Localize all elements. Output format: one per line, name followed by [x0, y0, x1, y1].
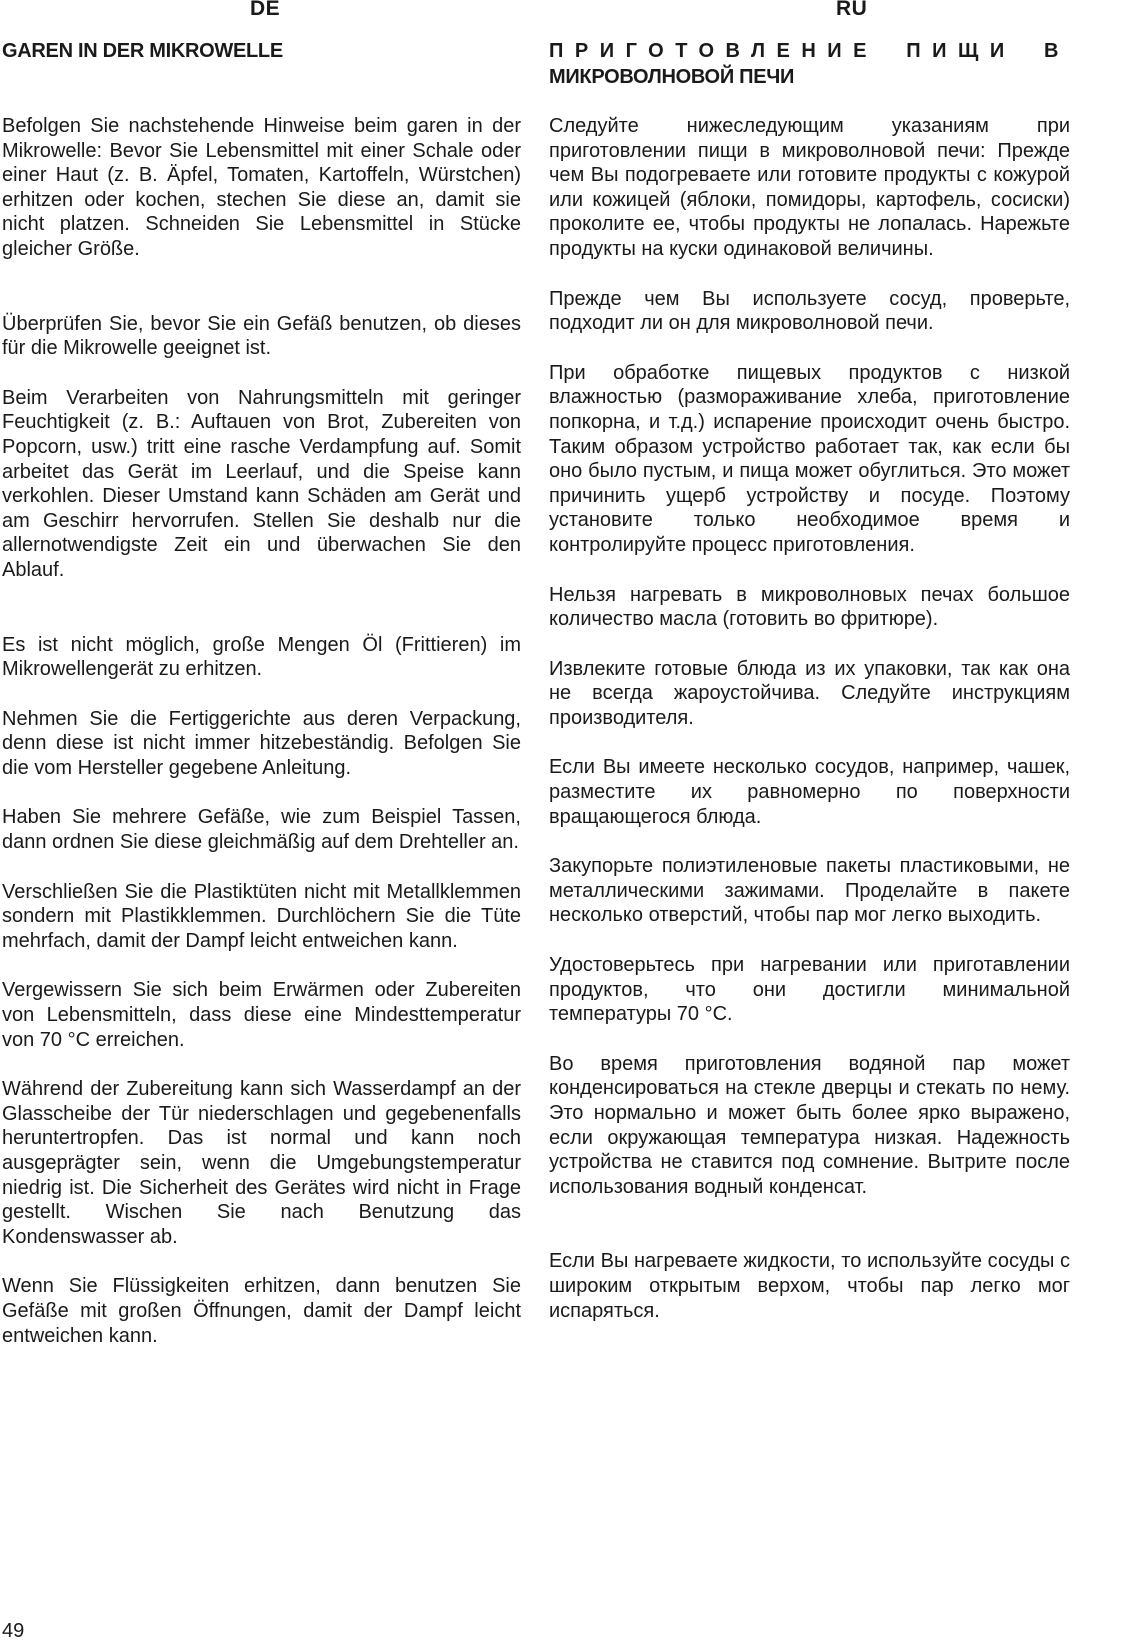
paragraph-de-5: Nehmen Sie die Fertiggerichte aus deren Verpackung, denn diese ist nicht immer hitzebeständig. Befolgen Sie die vom Hersteller gegebene Anleitung.: [2, 707, 521, 779]
paragraph-de-8: Vergewissern Sie sich beim Erwärmen oder Zubereiten von Lebensmitteln, dass diese eine Mindesttemperatur von 70 °C erreichen.: [2, 979, 521, 1051]
section-title-ru: [549, 38, 1070, 90]
paragraph-ru-2: Прежде чем Вы используете сосуд, проверьте, подходит ли он для микроволновой печи.: [549, 287, 1070, 335]
section-title-ru-line2: МИКРОВОЛНОВОЙ ПЕЧИ: [549, 66, 795, 88]
paragraph-ru-1: Следуйте нижеследующим указаниям при приготовлении пищи в микроволновой печи: Прежде чем Вы подогреваете или готовите продукты с кожурой или кожицей (яблоки, помидоры, картофель, сосиски) проколите ее, чтобы продукты не лопалась. Нарежьте продукты на куски одинаковой величины.: [549, 115, 1070, 260]
paragraph-de-3: Beim Verarbeiten von Nahrungsmitteln mit geringer Feuchtigkeit (z. B.: Auftauen von Brot, Zubereiten von Popcorn, usw.) tritt eine rasche Verdampfung auf. Somit arbeitet das Gerät im Leerlauf, und die Speise kann verkohlen. Dieser Umstand kann Schäden am Gerät und am Geschirr hervorrufen. Stellen Sie deshalb nur die allernotwendigste Zeit ein und überwachen Sie den Ablauf.: [2, 386, 521, 581]
paragraph-ru-4: Нельзя нагревать в микроволновых печах большое количество масла (готовить во фритюре).: [549, 583, 1070, 631]
paragraph-ru-3: При обработке пищевых продуктов с низкой влажностью (размораживание хлеба, приготовление попкорна, и т.д.) испарение происходит очень быстро. Таким образом устройство работает так, как если бы оно было пустым, и пища может обуглиться. Это может причинить ущерб устройству и посуде. Поэтому установите только необходимое время и контролируйте процесс приготовления.: [549, 361, 1070, 556]
paragraph-ru-7: Закупорьте полиэтиленовые пакеты пластиковыми, не металлическими зажимами. Проделайте в пакете несколько отверстий, чтобы пар мог легко выходить.: [549, 855, 1070, 927]
page-number: 49: [2, 1620, 25, 1642]
section-title-de: GAREN IN DER MIKROWELLE: [2, 40, 283, 62]
paragraph-ru-6: Если Вы имеете несколько сосудов, например, чашек, разместите их равномерно по поверхности вращающегося блюда.: [549, 756, 1070, 828]
language-label-de: DE: [250, 0, 281, 20]
paragraph-de-10: Wenn Sie Flüssigkeiten erhitzen, dann benutzen Sie Gefäße mit großen Öffnungen, damit der Dampf leicht entweichen kann.: [2, 1275, 521, 1347]
paragraph-ru-9: Во время приготовления водяной пар может конденсироваться на стекле дверцы и стекать по нему. Это нормально и может быть более ярко выражено, если окружающая температура низкая. Надежность устройства не ставится под сомнение. Вытрите после использования водный конденсат.: [549, 1052, 1070, 1198]
paragraph-de-1: Befolgen Sie nachstehende Hinweise beim garen in der Mikrowelle: Bevor Sie Lebensmittel mit einer Schale oder einer Haut (z. B. Äpfel, Tomaten, Kartoffeln, Würstchen) erhitzen oder kochen, stechen Sie diese an, damit sie nicht platzen. Schneiden Sie Lebensmittel in Stücke gleicher Größe.: [2, 115, 521, 260]
paragraph-ru-5: Извлеките готовые блюда из их упаковки, так как она не всегда жароустойчива. Следуйте инструкциям производителя.: [549, 657, 1070, 729]
german-column: [2, 38, 521, 1348]
section-title-ru-line1: ПРИГОТОВЛЕНИЕ ПИЩИ В: [549, 40, 1070, 62]
paragraph-de-9: Während der Zubereitung kann sich Wasserdampf an der Glasscheibe der Tür niederschlagen und gegebenenfalls heruntertropfen. Das ist normal und kann noch ausgeprägter sein, wenn die Umgebungstemperatur niedrig ist. Die Sicherheit des Gerätes wird nicht in Frage gestellt. Wischen Sie nach Benutzung das Kondenswasser ab.: [2, 1078, 521, 1248]
paragraph-de-7: Verschließen Sie die Plastiktüten nicht mit Metallklemmen sondern mit Plastikklemmen. Durchlöchern Sie die Tüte mehrfach, damit der Dampf leicht entweichen kann.: [2, 880, 521, 952]
paragraph-ru-10: Если Вы нагреваете жидкости, то используйте сосуды с широким открытым верхом, чтобы пар легко мог испаряться.: [549, 1250, 1070, 1322]
paragraph-ru-8: Удостоверьтесь при нагревании или приготавлении продуктов, что они достигли минимальной температуры 70 °С.: [549, 954, 1070, 1026]
language-label-ru: RU: [836, 0, 868, 20]
paragraph-de-6: Haben Sie mehrere Gefäße, wie zum Beispiel Tassen, dann ordnen Sie diese gleichmäßig auf dem Drehteller an.: [2, 806, 521, 854]
paragraph-de-2: Überprüfen Sie, bevor Sie ein Gefäß benutzen, ob dieses für die Mikrowelle geeignet ist.: [2, 312, 521, 360]
russian-column: [549, 38, 1070, 1323]
paragraph-de-4: Es ist nicht möglich, große Mengen Öl (Frittieren) im Mikrowellengerät zu erhitzen.: [2, 633, 521, 681]
